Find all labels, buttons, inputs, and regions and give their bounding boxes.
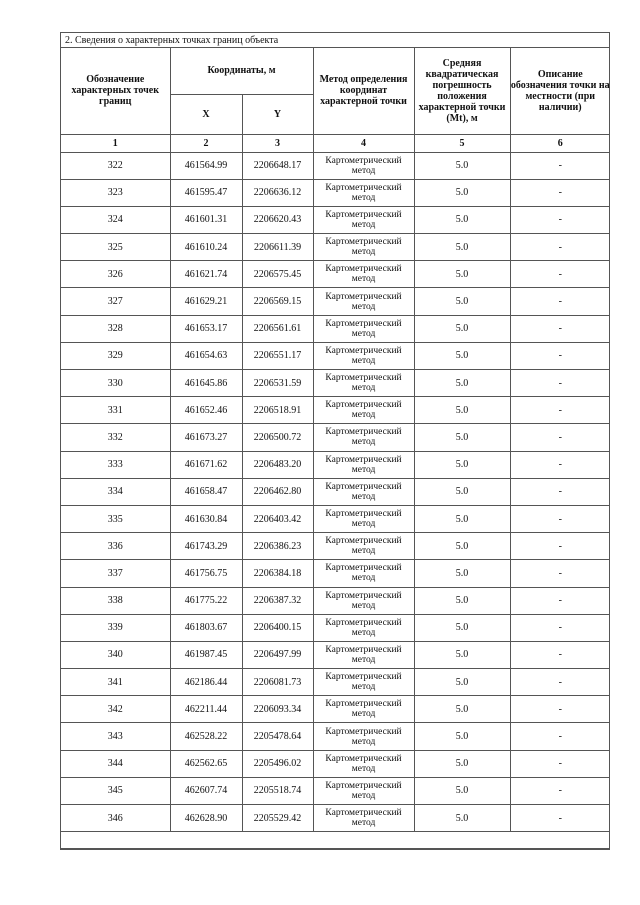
table-row: [61, 261, 610, 288]
method-cell: Картометрический метод: [313, 397, 414, 424]
accuracy-cell: 5.0: [414, 342, 510, 369]
coord-y-cell: 2205529.42: [242, 805, 313, 832]
coord-x-cell: 461652.46: [170, 397, 242, 424]
coord-x-cell: 461987.45: [170, 641, 242, 668]
coord-y-cell: 2206611.39: [242, 234, 313, 261]
coord-x-cell: 462607.74: [170, 777, 242, 804]
method-cell: Картометрический метод: [313, 587, 414, 614]
accuracy-cell: 5.0: [414, 723, 510, 750]
method-cell: Картометрический метод: [313, 641, 414, 668]
point-id-cell: 337: [61, 560, 170, 587]
point-id-cell: 333: [61, 451, 170, 478]
coord-x-cell: 461630.84: [170, 505, 242, 532]
coord-y-cell: 2206093.34: [242, 696, 313, 723]
coord-x-cell: 461595.47: [170, 179, 242, 206]
coord-y-cell: 2206569.15: [242, 288, 313, 315]
coord-x-cell: 462528.22: [170, 723, 242, 750]
method-cell: Картометрический метод: [313, 288, 414, 315]
table-row: [61, 587, 610, 614]
points-body: [61, 152, 610, 849]
method-cell: Картометрический метод: [313, 614, 414, 641]
point-id-cell: 324: [61, 206, 170, 233]
coord-x-cell: 461803.67: [170, 614, 242, 641]
point-id-cell: 340: [61, 641, 170, 668]
method-cell: Картометрический метод: [313, 696, 414, 723]
accuracy-cell: 5.0: [414, 261, 510, 288]
method-cell: Картометрический метод: [313, 533, 414, 560]
accuracy-cell: 5.0: [414, 696, 510, 723]
description-cell: -: [510, 206, 610, 233]
description-cell: -: [510, 451, 610, 478]
coord-y-cell: 2206403.42: [242, 505, 313, 532]
points-document: [60, 32, 610, 850]
description-cell: -: [510, 614, 610, 641]
coord-y-cell: 2206497.99: [242, 641, 313, 668]
point-id-cell: 343: [61, 723, 170, 750]
description-cell: -: [510, 750, 610, 777]
column-numbers-row: [61, 134, 610, 152]
description-cell: -: [510, 288, 610, 315]
table-row: [61, 777, 610, 804]
accuracy-cell: 5.0: [414, 805, 510, 832]
table-row: [61, 478, 610, 505]
coord-y-cell: 2206620.43: [242, 206, 313, 233]
point-id-cell: 326: [61, 261, 170, 288]
point-id-cell: 346: [61, 805, 170, 832]
coord-x-cell: 461564.99: [170, 152, 242, 179]
accuracy-cell: 5.0: [414, 669, 510, 696]
accuracy-cell: 5.0: [414, 397, 510, 424]
description-cell: -: [510, 805, 610, 832]
accuracy-cell: 5.0: [414, 451, 510, 478]
table-row: [61, 424, 610, 451]
points-table: [61, 48, 610, 849]
method-cell: Картометрический метод: [313, 179, 414, 206]
description-cell: -: [510, 315, 610, 342]
accuracy-cell: 5.0: [414, 505, 510, 532]
coord-y-cell: 2206561.61: [242, 315, 313, 342]
description-cell: -: [510, 370, 610, 397]
coord-x-cell: 462186.44: [170, 669, 242, 696]
table-row: [61, 505, 610, 532]
method-cell: Картометрический метод: [313, 805, 414, 832]
accuracy-cell: 5.0: [414, 614, 510, 641]
coord-y-cell: 2206081.73: [242, 669, 313, 696]
description-cell: -: [510, 179, 610, 206]
accuracy-cell: 5.0: [414, 288, 510, 315]
column-number: 4: [313, 134, 414, 152]
coord-y-cell: 2206518.91: [242, 397, 313, 424]
coord-y-cell: 2206387.32: [242, 587, 313, 614]
accuracy-cell: 5.0: [414, 560, 510, 587]
column-number: 6: [510, 134, 610, 152]
coord-y-cell: 2205496.02: [242, 750, 313, 777]
method-cell: Картометрический метод: [313, 750, 414, 777]
coord-x-cell: 461743.29: [170, 533, 242, 560]
method-cell: Картометрический метод: [313, 777, 414, 804]
method-cell: Картометрический метод: [313, 206, 414, 233]
coord-x-cell: 461756.75: [170, 560, 242, 587]
accuracy-cell: 5.0: [414, 587, 510, 614]
coord-x-cell: 461658.47: [170, 478, 242, 505]
description-cell: -: [510, 669, 610, 696]
coord-y-cell: 2206384.18: [242, 560, 313, 587]
coord-x-cell: 461653.17: [170, 315, 242, 342]
table-row: [61, 750, 610, 777]
point-id-cell: 332: [61, 424, 170, 451]
table-row: [61, 397, 610, 424]
description-cell: -: [510, 777, 610, 804]
coord-x-cell: 462211.44: [170, 696, 242, 723]
point-id-cell: 341: [61, 669, 170, 696]
description-cell: -: [510, 641, 610, 668]
table-row: [61, 641, 610, 668]
empty-cell: [61, 832, 610, 849]
accuracy-cell: 5.0: [414, 179, 510, 206]
method-cell: Картометрический метод: [313, 370, 414, 397]
header-y: Y: [242, 94, 313, 134]
point-id-cell: 322: [61, 152, 170, 179]
header-method: Метод определения координат характерной точки: [313, 48, 414, 134]
header-description: Описание обозначения точки на местности (при наличии): [510, 48, 610, 134]
description-cell: -: [510, 397, 610, 424]
point-id-cell: 335: [61, 505, 170, 532]
accuracy-cell: 5.0: [414, 750, 510, 777]
accuracy-cell: 5.0: [414, 533, 510, 560]
table-row: [61, 370, 610, 397]
point-id-cell: 339: [61, 614, 170, 641]
point-id-cell: 328: [61, 315, 170, 342]
description-cell: -: [510, 342, 610, 369]
accuracy-cell: 5.0: [414, 234, 510, 261]
coord-y-cell: 2205518.74: [242, 777, 313, 804]
description-cell: -: [510, 261, 610, 288]
accuracy-cell: 5.0: [414, 315, 510, 342]
description-cell: -: [510, 696, 610, 723]
header-x: X: [170, 94, 242, 134]
section-caption: 2. Сведения о характерных точках границ объекта: [61, 33, 609, 48]
description-cell: -: [510, 587, 610, 614]
method-cell: Картометрический метод: [313, 451, 414, 478]
accuracy-cell: 5.0: [414, 641, 510, 668]
coord-x-cell: 461621.74: [170, 261, 242, 288]
coord-x-cell: 462562.65: [170, 750, 242, 777]
description-cell: -: [510, 234, 610, 261]
table-row: [61, 533, 610, 560]
empty-row: [61, 832, 610, 849]
method-cell: Картометрический метод: [313, 234, 414, 261]
point-id-cell: 330: [61, 370, 170, 397]
table-row: [61, 315, 610, 342]
accuracy-cell: 5.0: [414, 777, 510, 804]
method-cell: Картометрический метод: [313, 315, 414, 342]
method-cell: Картометрический метод: [313, 723, 414, 750]
description-cell: -: [510, 533, 610, 560]
description-cell: -: [510, 723, 610, 750]
table-row: [61, 669, 610, 696]
accuracy-cell: 5.0: [414, 152, 510, 179]
point-id-cell: 329: [61, 342, 170, 369]
method-cell: Картометрический метод: [313, 478, 414, 505]
coord-x-cell: 461775.22: [170, 587, 242, 614]
accuracy-cell: 5.0: [414, 370, 510, 397]
coord-y-cell: 2206551.17: [242, 342, 313, 369]
point-id-cell: 344: [61, 750, 170, 777]
coord-x-cell: 461671.62: [170, 451, 242, 478]
table-row: [61, 696, 610, 723]
accuracy-cell: 5.0: [414, 478, 510, 505]
table-row: [61, 288, 610, 315]
accuracy-cell: 5.0: [414, 424, 510, 451]
table-row: [61, 152, 610, 179]
method-cell: Картометрический метод: [313, 261, 414, 288]
coord-y-cell: 2206400.15: [242, 614, 313, 641]
coord-y-cell: 2206531.59: [242, 370, 313, 397]
table-row: [61, 206, 610, 233]
description-cell: -: [510, 424, 610, 451]
description-cell: -: [510, 152, 610, 179]
coord-y-cell: 2206386.23: [242, 533, 313, 560]
table-row: [61, 723, 610, 750]
coord-y-cell: 2206648.17: [242, 152, 313, 179]
table-row: [61, 342, 610, 369]
coord-x-cell: 461673.27: [170, 424, 242, 451]
method-cell: Картометрический метод: [313, 560, 414, 587]
point-id-cell: 327: [61, 288, 170, 315]
coord-y-cell: 2206500.72: [242, 424, 313, 451]
method-cell: Картометрический метод: [313, 424, 414, 451]
column-number: 5: [414, 134, 510, 152]
coord-x-cell: 461610.24: [170, 234, 242, 261]
description-cell: -: [510, 478, 610, 505]
column-number: 1: [61, 134, 170, 152]
table-row: [61, 614, 610, 641]
description-cell: -: [510, 505, 610, 532]
header-point: Обозначение характерных точек границ: [61, 48, 170, 134]
method-cell: Картометрический метод: [313, 152, 414, 179]
header-accuracy: Средняя квадратическая погрешность положения характерной точки (Mt), м: [414, 48, 510, 134]
coord-y-cell: 2205478.64: [242, 723, 313, 750]
table-row: [61, 560, 610, 587]
point-id-cell: 331: [61, 397, 170, 424]
point-id-cell: 323: [61, 179, 170, 206]
coord-x-cell: 461645.86: [170, 370, 242, 397]
table-row: [61, 234, 610, 261]
coord-x-cell: 461629.21: [170, 288, 242, 315]
point-id-cell: 334: [61, 478, 170, 505]
coord-y-cell: 2206636.12: [242, 179, 313, 206]
table-row: [61, 451, 610, 478]
column-number: 2: [170, 134, 242, 152]
description-cell: -: [510, 560, 610, 587]
point-id-cell: 345: [61, 777, 170, 804]
coord-x-cell: 461601.31: [170, 206, 242, 233]
table-row: [61, 179, 610, 206]
header-coordinates: Координаты, м: [170, 48, 313, 94]
point-id-cell: 342: [61, 696, 170, 723]
accuracy-cell: 5.0: [414, 206, 510, 233]
method-cell: Картометрический метод: [313, 342, 414, 369]
coord-y-cell: 2206462.80: [242, 478, 313, 505]
method-cell: Картометрический метод: [313, 505, 414, 532]
method-cell: Картометрический метод: [313, 669, 414, 696]
table-row: [61, 805, 610, 832]
point-id-cell: 325: [61, 234, 170, 261]
coord-x-cell: 461654.63: [170, 342, 242, 369]
point-id-cell: 336: [61, 533, 170, 560]
column-number: 3: [242, 134, 313, 152]
coord-y-cell: 2206483.20: [242, 451, 313, 478]
coord-x-cell: 462628.90: [170, 805, 242, 832]
coord-y-cell: 2206575.45: [242, 261, 313, 288]
point-id-cell: 338: [61, 587, 170, 614]
